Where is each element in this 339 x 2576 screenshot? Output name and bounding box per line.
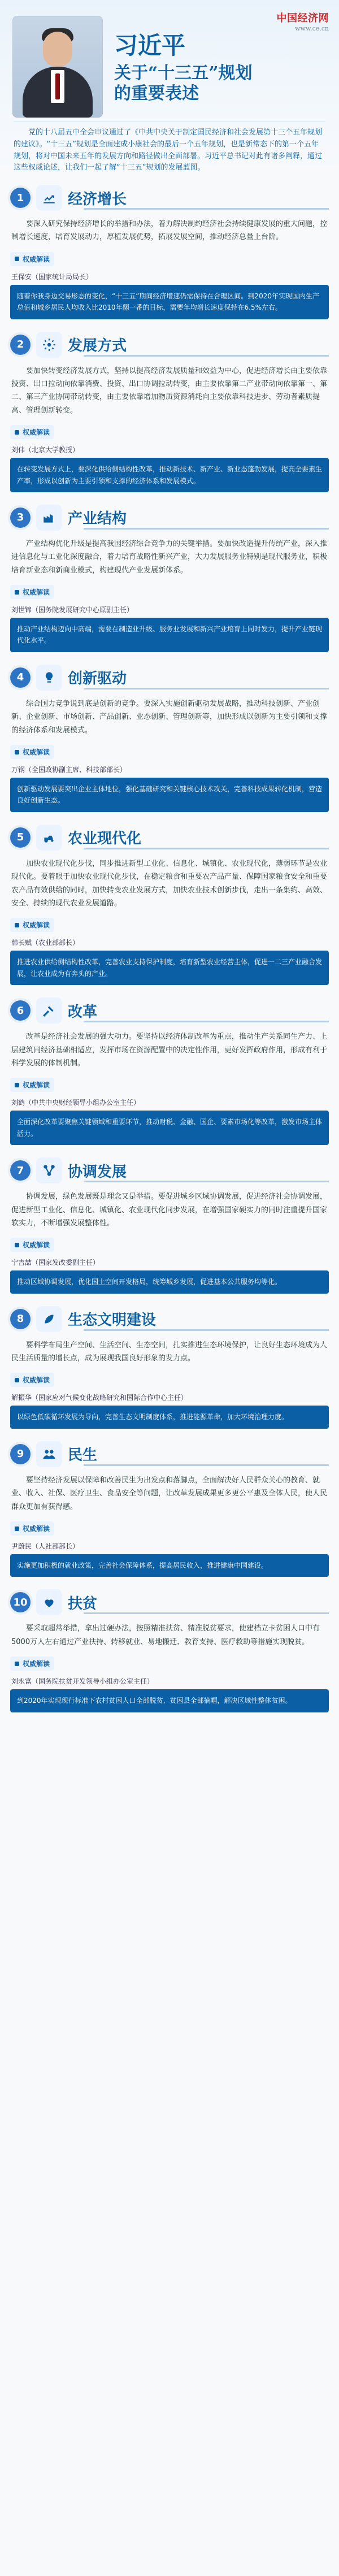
hand-heart-icon (36, 1589, 62, 1615)
section-title: 发展方式 (68, 337, 127, 355)
expert-name: 万钢（全国政协副主席、科技部部长） (11, 766, 127, 774)
authority-tag: 权威解读 (10, 1078, 54, 1092)
intro-text: 党的十八届五中全会审议通过了《中共中央关于制定国民经济和社会发展第十三个五年规划的建议》。“十三五”规划是全面建成小康社会的最后一个五年规划，也是新常态下的第一个五年规划，将对中国未来五年的发展方向和路径做出全面部署。习近平总书记对此有诸多阐释，通过这些权威论述，让我们一起了解“十三五”规划的发展蓝图。 (14, 121, 325, 172)
section (10, 1586, 329, 1712)
section-body: 要采取超常举措，拿出过硬办法，按照精准扶贫、精准脱贫要求，使建档立卡贫困人口中有5000万人左右通过产业扶持、转移就业、易地搬迁、教育支持、医疗救助等措施实现脱贫。 (11, 1624, 320, 1646)
expert-note: 以绿色低碳循环发展为导向，完善生态文明制度体系，推进能源革命，加大环境治理力度。 (10, 1406, 329, 1428)
expert-name: 宁吉喆（国家发改委副主任） (11, 1259, 100, 1267)
section-header (10, 821, 329, 854)
leaf-icon (36, 1306, 62, 1332)
sections (0, 181, 339, 1751)
section-title: 创新驱动 (68, 670, 127, 688)
section-body: 改革是经济社会发展的强大动力。要坚持以经济体制改革为重点，推动生产关系同生产力、上层建筑同经济基础相适应，发挥市场在资源配置中的决定性作用，更好发挥政府作用，形成有利于科学发展的体制机制。 (11, 1033, 328, 1068)
authority-tag: 权威解读 (10, 1238, 54, 1252)
authority-tag: 权威解读 (10, 918, 54, 932)
section-number: 8 (10, 1309, 31, 1329)
expert-note: 在转变发展方式上，要深化供给侧结构性改革，推动新技术、新产业、新业态蓬勃发展，提高全要素生产率，形成以创新为主要引领和支撑的经济体系和发展模式。 (10, 458, 329, 492)
expert-note: 推动区域协调发展，优化国土空间开发格局，统筹城乡发展，促进基本公共服务均等化。 (10, 1270, 329, 1293)
expert-note: 到2020年实现现行标准下农村贫困人口全部脱贫、贫困县全部摘帽，解决区域性整体贫困。 (10, 1689, 329, 1712)
section (10, 1154, 329, 1294)
bulb-icon (36, 665, 62, 691)
authority-tag: 权威解读 (10, 1521, 54, 1536)
section-number: 2 (10, 335, 31, 355)
section-title: 民生 (68, 1447, 98, 1464)
section-title: 产业结构 (68, 510, 127, 528)
section-title: 协调发展 (68, 1163, 127, 1181)
expert-note: 推动产业结构迈向中高端，需要在制造业升级、服务业发展和新兴产业培育上同时发力，提升产业链现代化水平。 (10, 618, 329, 652)
section-body: 产业结构优化升级是提高我国经济综合竞争力的关键举措。要加快改造提升传统产业，深入推进信息化与工业化深度融合，着力培育战略性新兴产业，大力发展服务业特别是现代服务业，积极培育新业态和新商业模式，构建现代产业发展新体系。 (11, 539, 328, 575)
title-block (114, 33, 329, 104)
section-number: 5 (10, 827, 31, 848)
tractor-icon (36, 825, 62, 851)
section-number: 9 (10, 1444, 31, 1464)
section-body: 加快农业现代化步伐，同步推进新型工业化、信息化、城镇化、农业现代化，薄弱环节是农业现代化。要着眼于加快农业现代化步伐，在稳定粮食和重要农产品产量、保障国家粮食安全和重要农产品有效供给的同时，加快转变农业发展方式，加快农业技术创新步伐，走出一条集约、高效、安全、持续的现代农业发展道路。 (11, 859, 328, 908)
brand-url: www.ce.cn (295, 25, 329, 32)
hammer-icon (36, 998, 62, 1024)
section-header (10, 328, 329, 361)
section-number: 10 (10, 1592, 31, 1612)
section-header (10, 1154, 329, 1187)
authority-tag: 权威解读 (10, 585, 54, 599)
section-title: 经济增长 (68, 190, 127, 208)
section-number: 7 (10, 1160, 31, 1181)
gear-icon (36, 332, 62, 358)
section (10, 181, 329, 319)
section-number: 6 (10, 1000, 31, 1021)
expert-name: 刘世锦（国务院发展研究中心原副主任） (11, 606, 134, 614)
authority-tag: 权威解读 (10, 252, 54, 266)
chart-up-icon (36, 185, 62, 211)
expert-name: 解振华（国家应对气候变化战略研究和国际合作中心主任） (11, 1394, 188, 1402)
expert-note: 创新驱动发展要突出企业主体地位，强化基础研究和关键核心技术攻关，完善科技成果转化机制，营造良好创新生态。 (10, 778, 329, 812)
section-title: 生态文明建设 (68, 1312, 157, 1329)
authority-tag: 权威解读 (10, 425, 54, 439)
section-body: 要科学布局生产空间、生活空间、生态空间，扎实推进生态环境保护，让良好生态环境成为人民生活质量的增长点，成为展现我国良好形象的发力点。 (11, 1341, 328, 1363)
expert-name: 刘鹤（中共中央财经领导小组办公室主任） (11, 1099, 141, 1107)
section-body: 要加快转变经济发展方式，坚持以提高经济发展质量和效益为中心，促进经济增长由主要依靠投资、出口拉动向依靠消费、投资、出口协调拉动转变，由主要依靠第二产业带动向依靠第一、第二、第三产业协同带动转变，由主要依靠增加物质资源消耗向主要依靠科技进步、劳动者素质提高、管理创新转变。 (11, 366, 328, 415)
page-name: 习近平 (114, 32, 186, 59)
section-number: 3 (10, 508, 31, 528)
portrait-image (12, 16, 103, 118)
expert-note: 实施更加积极的就业政策，完善社会保障体系，提高居民收入，推进健康中国建设。 (10, 1554, 329, 1577)
section-number: 1 (10, 188, 31, 208)
expert-note: 随着你我身边交易形态的变化，“十三五”期间经济增速仍需保持在合理区间。到2020年实现国内生产总值和城乡居民人均收入比2010年翻一番的目标，需要年均增长速度保持在6.5%左右。 (10, 285, 329, 319)
section (10, 501, 329, 652)
expert-name: 刘永富（国务院扶贫开发领导小组办公室主任） (11, 1677, 154, 1686)
section-body: 协调发展，绿色发展既是理念又是举措。要促进城乡区域协调发展，促进经济社会协调发展，促进新型工业化、信息化、城镇化、农业现代化同步发展，在增强国家硬实力的同时注重提升国家软实力，不断增强发展整体性。 (11, 1192, 328, 1228)
section (10, 994, 329, 1145)
people-icon (36, 1441, 62, 1467)
factory-icon (36, 505, 62, 531)
network-icon (36, 1157, 62, 1183)
expert-note: 推进农业供给侧结构性改革，完善农业支持保护制度，培育新型农业经营主体，促进一二三产业融合发展，让农业成为有奔头的产业。 (10, 951, 329, 985)
section (10, 1303, 329, 1429)
authority-tag: 权威解读 (10, 745, 54, 759)
section-header (10, 994, 329, 1027)
section-body: 要坚持经济发展以保障和改善民生为出发点和落脚点，全面解决好人民群众关心的教育、就业、收入、社保、医疗卫生、食品安全等问题，让改革发展成果更多更公平惠及全体人民，使人民群众更加有获得感。 (11, 1476, 328, 1511)
section-header (10, 181, 329, 214)
authority-tag: 权威解读 (10, 1656, 54, 1671)
expert-name: 韩长赋（农业部部长） (11, 939, 80, 947)
expert-name: 尹蔚民（人社部部长） (11, 1542, 80, 1551)
authority-tag: 权威解读 (10, 1373, 54, 1387)
section-title: 改革 (68, 1003, 98, 1021)
section-header (10, 501, 329, 534)
brand-logo: 中国经济网 (276, 12, 329, 24)
section-title: 农业现代化 (68, 830, 142, 848)
section-title: 扶贫 (68, 1595, 98, 1612)
expert-name: 王保安（国家统计局局长） (11, 272, 93, 281)
page-title-line2: 的重要表述 (114, 84, 199, 104)
header (0, 0, 339, 172)
section-body: 综合国力竞争说到底是创新的竞争。要深入实施创新驱动发展战略，推动科技创新、产业创新、企业创新、市场创新、产品创新、业态创新、管理创新等，加快形成以创新为主要引领和支撑的经济体系和发展模式。 (11, 699, 328, 735)
section-header (10, 661, 329, 694)
section (10, 821, 329, 985)
section (10, 328, 329, 492)
section-header (10, 1586, 329, 1619)
expert-note: 全面深化改革要聚焦关键领域和重要环节，推动财税、金融、国企、要素市场化等改革，激发市场主体活力。 (10, 1111, 329, 1145)
expert-name: 刘伟（北京大学教授） (11, 446, 80, 454)
section-header (10, 1303, 329, 1335)
section (10, 661, 329, 812)
section-number: 4 (10, 667, 31, 688)
section (10, 1438, 329, 1577)
section-body: 要深入研究保持经济增长的举措和办法，着力解决制约经济社会持续健康发展的重大问题，控制增长速度，培育发展动力，厚植发展优势，拓展发展空间，推动经济总量上台阶。 (11, 220, 328, 242)
page-title-line1: 关于“十三五”规划 (114, 63, 253, 84)
section-header (10, 1438, 329, 1471)
brand (277, 10, 329, 32)
